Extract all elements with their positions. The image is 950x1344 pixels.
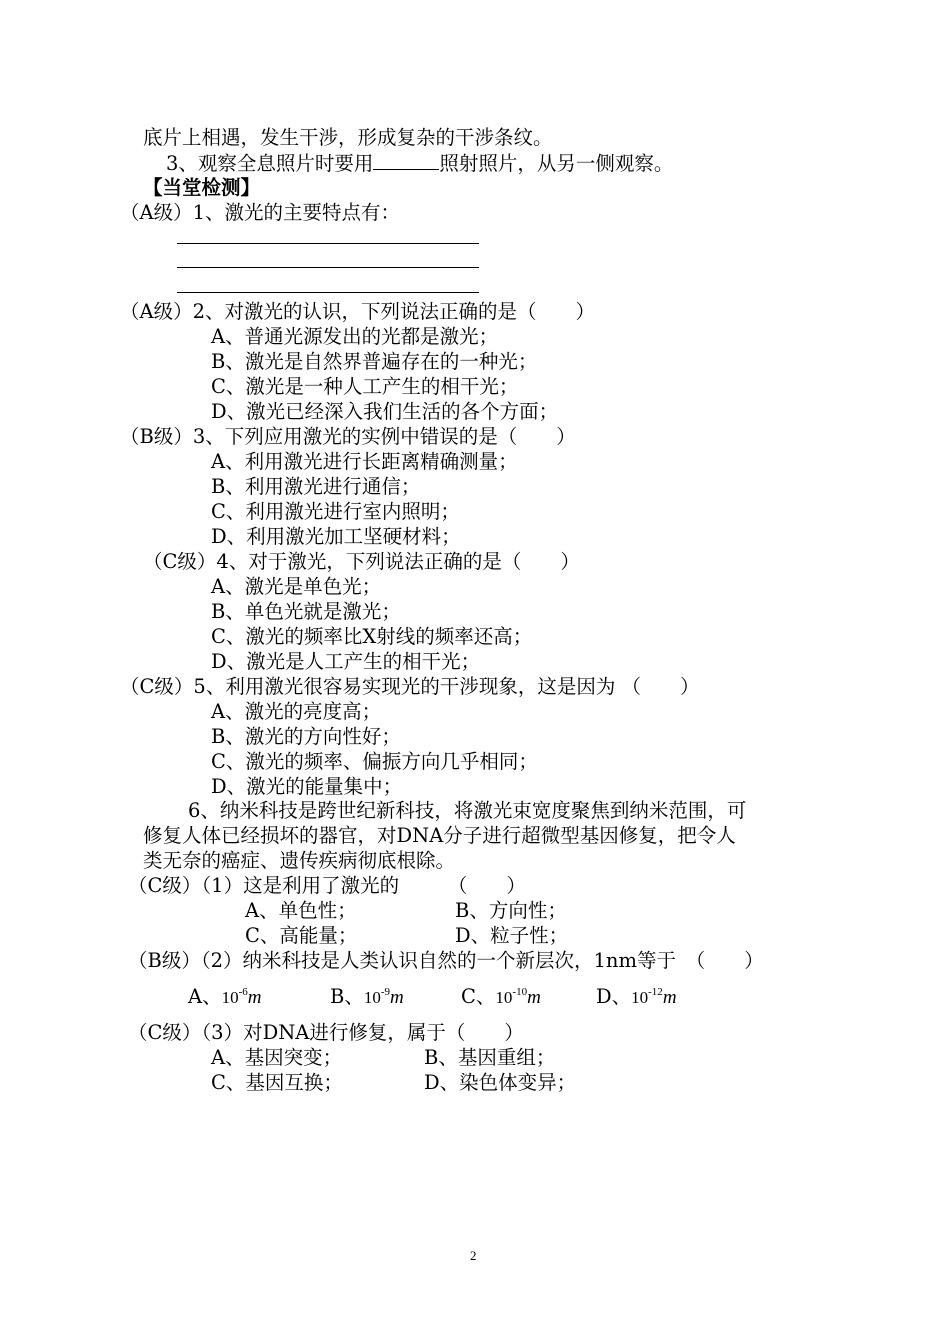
q4-stem: （C级）4、对于激光，下列说法正确的是（ ） bbox=[143, 550, 580, 573]
intro-line-2-post: 照射照片，从另一侧观察。 bbox=[439, 152, 674, 175]
answer-line-1[interactable] bbox=[177, 243, 479, 244]
q3-option-a: A、利用激光进行长距离精确测量； bbox=[211, 450, 518, 473]
q6-1-option-d: D、粒子性； bbox=[455, 924, 569, 947]
q3-option-d: D、利用激光加工坚硬材料； bbox=[211, 525, 461, 548]
q6-3-stem: （C级）（3）对DNA进行修复，属于（ ） bbox=[128, 1021, 524, 1044]
q2-option-d: D、激光已经深入我们生活的各个方面； bbox=[211, 400, 559, 423]
q1-stem: （A级）1、激光的主要特点有： bbox=[120, 201, 400, 224]
q6-3-option-a: A、基因突变； bbox=[211, 1046, 343, 1069]
q3-stem: （B级）3、下列应用激光的实例中错误的是（ ） bbox=[120, 425, 576, 448]
q5-option-d: D、激光的能量集中； bbox=[211, 775, 403, 798]
q6-2-stem: （B级）（2）纳米科技是人类认识自然的一个新层次，1nm等于 （ ） bbox=[128, 949, 764, 972]
q5-stem: （C级）5、利用激光很容易实现光的干涉现象，这是因为 （ ） bbox=[120, 675, 700, 698]
intro-line-2-pre: 3、观察全息照片时要用 bbox=[166, 152, 374, 175]
q5-option-c: C、激光的频率、偏振方向几乎相同； bbox=[211, 750, 538, 773]
answer-line-2[interactable] bbox=[177, 267, 479, 268]
q6-2-option-a: A、$10^{-6}m$ bbox=[188, 985, 262, 1008]
q5-option-a: A、激光的亮度高； bbox=[211, 700, 382, 723]
q2-option-b: B、激光是自然界普遍存在的一种光； bbox=[211, 350, 538, 373]
q6-para-line-1: 6、纳米科技是跨世纪新科技，将激光束宽度聚焦到纳米范围，可 bbox=[188, 799, 747, 822]
q6-1-stem: （C级）（1）这是利用了激光的 （ ） bbox=[128, 874, 526, 897]
q4-option-d: D、激光是人工产生的相干光； bbox=[211, 650, 481, 673]
q6-3-option-d: D、染色体变异； bbox=[424, 1071, 577, 1094]
fill-blank[interactable] bbox=[373, 151, 439, 170]
q5-option-b: B、激光的方向性好； bbox=[211, 725, 401, 748]
q6-2-option-c: C、$10^{-10}m$ bbox=[461, 985, 541, 1008]
q6-para-line-3: 类无奈的癌症、遗传疾病彻底根除。 bbox=[143, 849, 456, 872]
q2-option-a: A、普通光源发出的光都是激光； bbox=[211, 325, 499, 348]
q4-option-c: C、激光的频率比X射线的频率还高； bbox=[211, 625, 533, 648]
q6-2-option-b: B、$10^{-9}m$ bbox=[330, 985, 404, 1008]
answer-line-3[interactable] bbox=[177, 292, 479, 293]
q6-3-option-b: B、基因重组； bbox=[424, 1046, 556, 1069]
q3-option-c: C、利用激光进行室内照明； bbox=[211, 500, 460, 523]
q6-3-option-c: C、基因互换； bbox=[211, 1071, 343, 1094]
q6-1-option-b: B、方向性； bbox=[455, 899, 567, 922]
q6-2-option-d: D、$10^{-12}m$ bbox=[596, 985, 677, 1008]
q4-option-a: A、激光是单色光； bbox=[211, 575, 382, 598]
q6-1-option-c: C、高能量； bbox=[245, 924, 358, 947]
q2-option-c: C、激光是一种人工产生的相干光； bbox=[211, 375, 519, 398]
section-title: 【当堂检测】 bbox=[143, 176, 261, 199]
q4-option-b: B、单色光就是激光； bbox=[211, 600, 401, 623]
q3-option-b: B、利用激光进行通信； bbox=[211, 475, 421, 498]
q6-1-option-a: A、单色性； bbox=[245, 899, 357, 922]
page-number: 2 bbox=[470, 1248, 477, 1263]
intro-line-1: 底片上相遇，发生干涉，形成复杂的干涉条纹。 bbox=[143, 126, 553, 149]
intro-line-2 bbox=[166, 151, 673, 176]
q6-para-line-2: 修复人体已经损坏的器官，对DNA分子进行超微型基因修复，把令人 bbox=[143, 824, 736, 847]
q2-stem: （A级）2、对激光的认识，下列说法正确的是（ ） bbox=[120, 300, 595, 323]
